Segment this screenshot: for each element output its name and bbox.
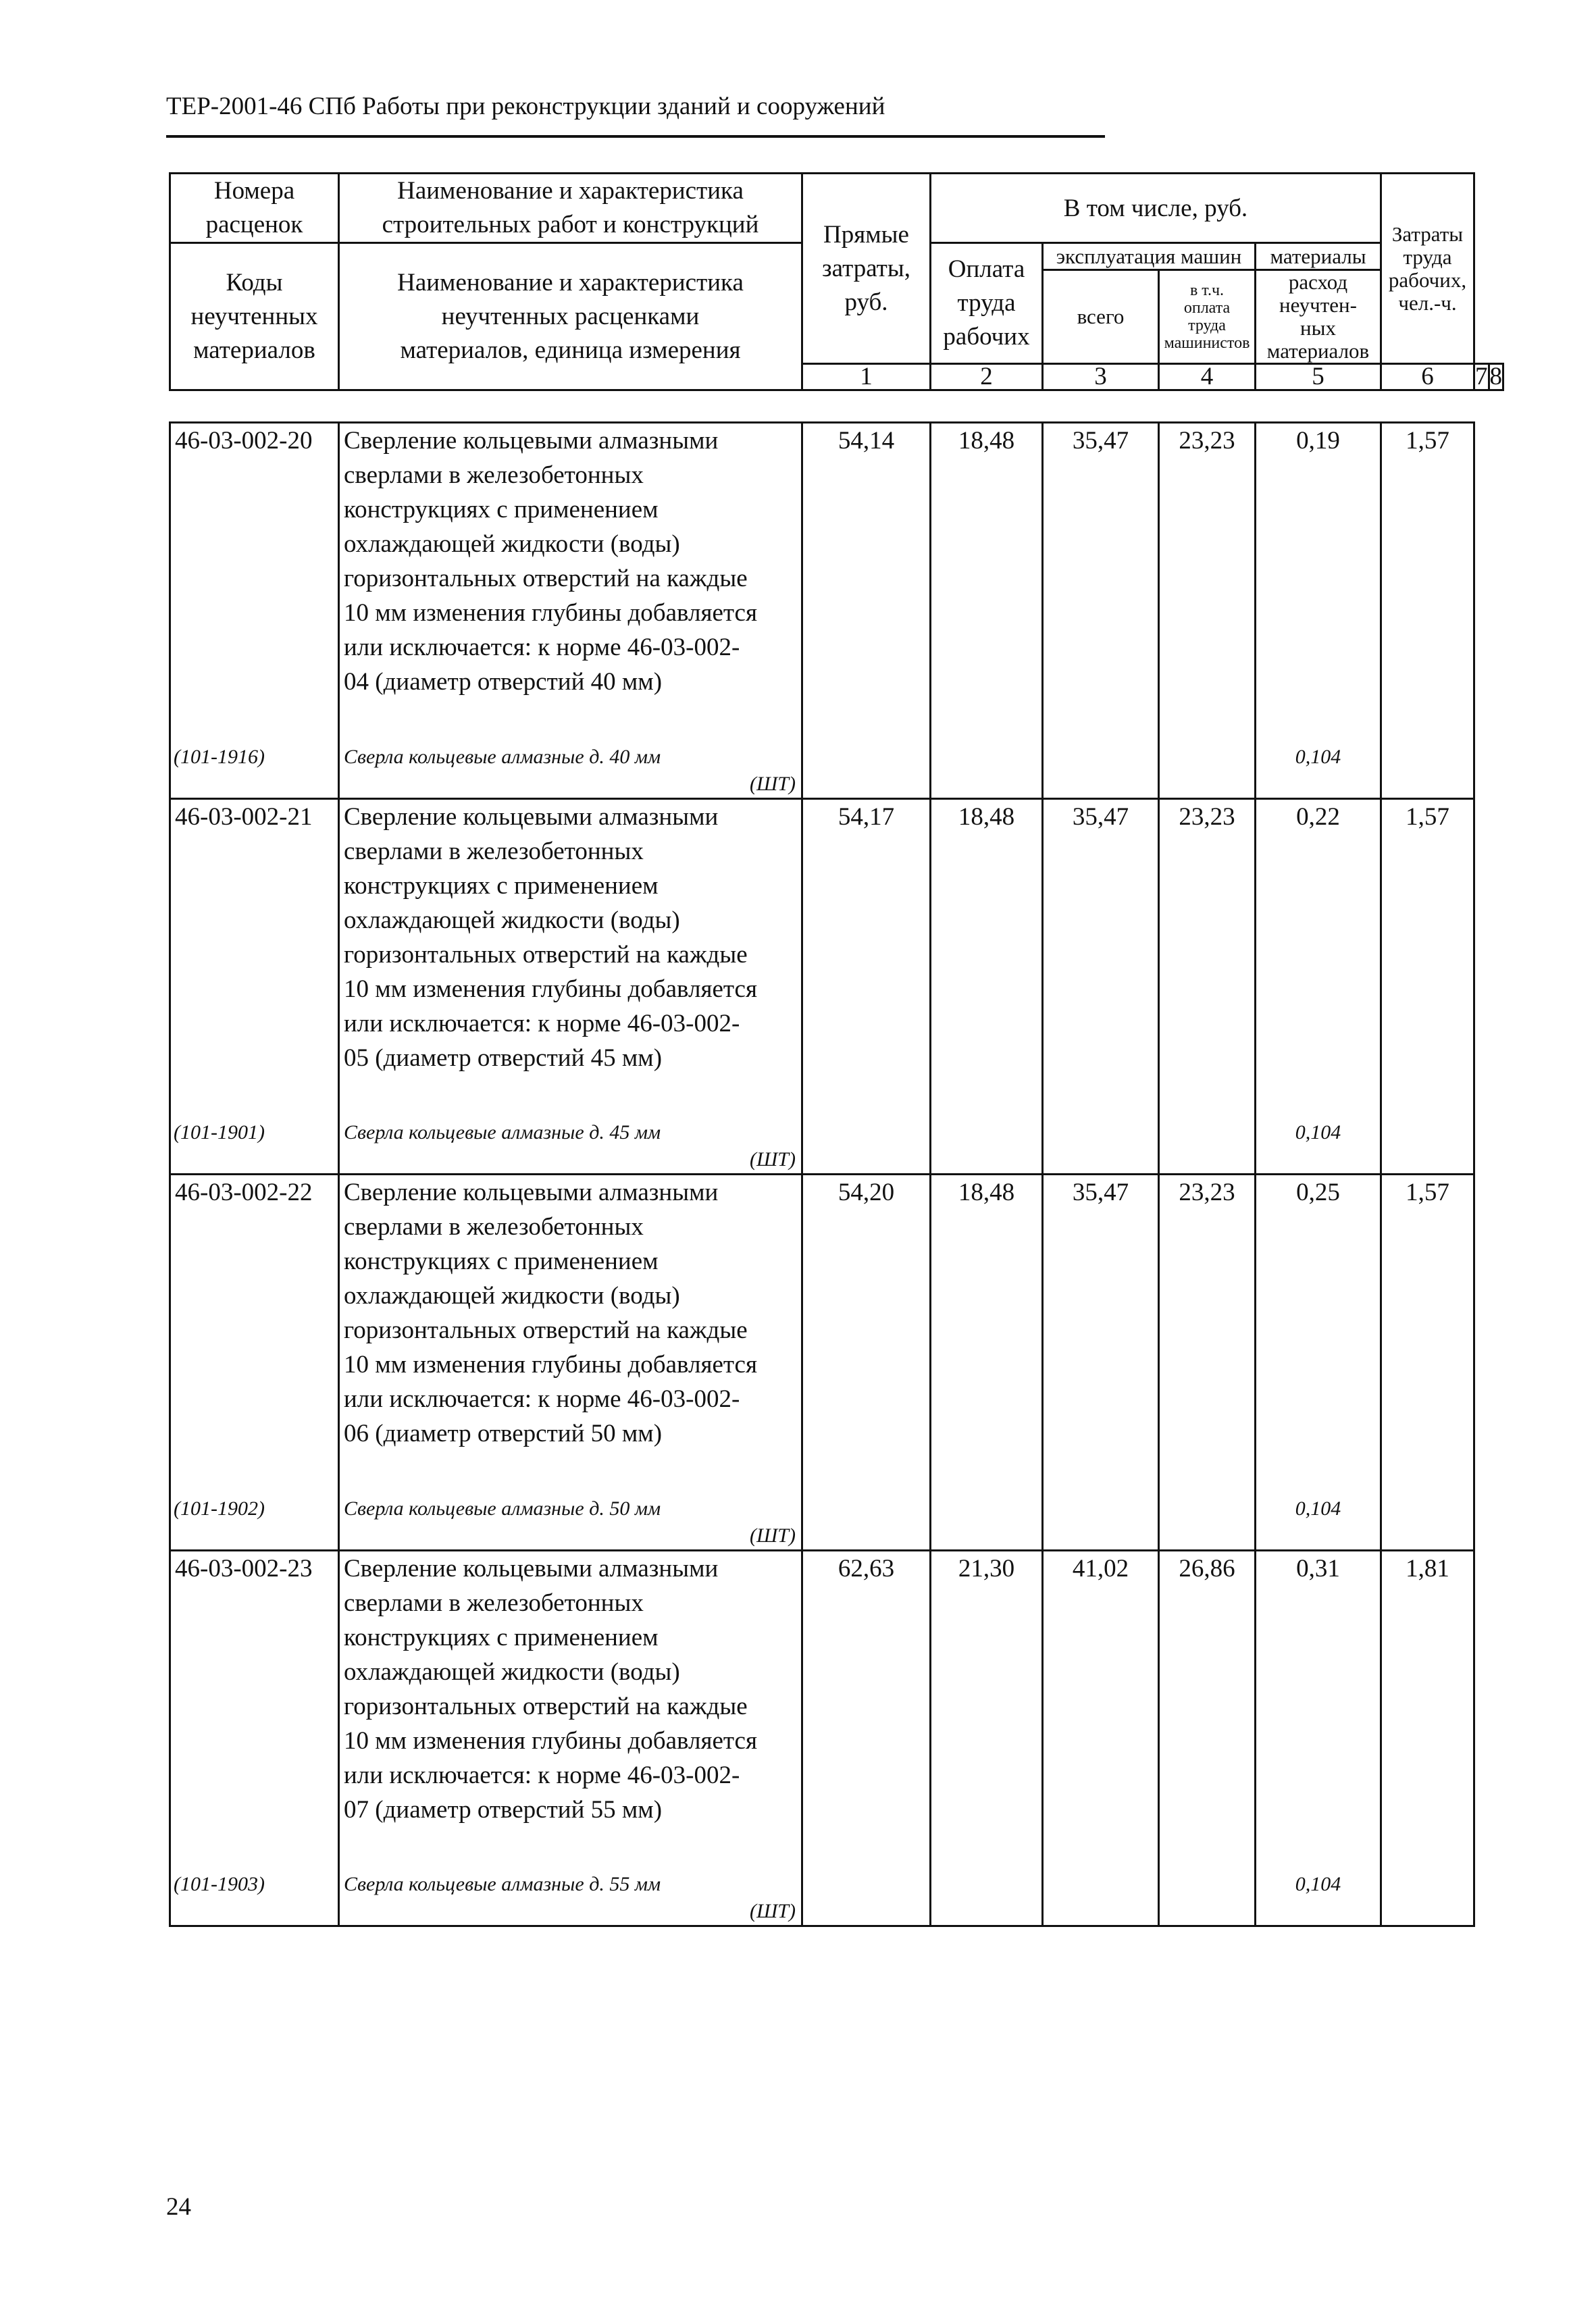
material-name: Сверла кольцевые алмазные д. 50 мм [344,1497,661,1520]
labor-hours-cell: 1,57 [1381,798,1474,1099]
header-materials-group: материалы [1256,243,1381,270]
empty-cell [1043,723,1159,799]
table-row [170,1550,1474,1851]
description-line: сверлами в железобетонных [344,1589,644,1617]
description-line: Сверление кольцевыми алмазными [344,1554,719,1583]
rate-description [339,1175,802,1475]
description-line: охлаждающей жидкости (воды) [344,530,680,558]
machinist-pay-cell: 23,23 [1159,1175,1256,1475]
labor-pay-cell: 18,48 [931,1175,1043,1475]
materials-cell: 0,31 [1256,1550,1381,1851]
empty-cell [931,1099,1043,1175]
description-line: сверлами в железобетонных [344,837,644,865]
material-code: (101-1916) [170,723,339,799]
description-line: горизонтальных отверстий на каждые [344,565,748,592]
materials-cell: 0,22 [1256,798,1381,1099]
material-cell [339,1851,802,1926]
materials-cell: 0,25 [1256,1175,1381,1475]
empty-cell [1159,1851,1256,1926]
material-name: Сверла кольцевые алмазные д. 55 мм [344,1873,661,1895]
header-machines-group: эксплуатация машин [1043,243,1256,270]
empty-cell [802,723,931,799]
material-code: (101-1902) [170,1475,339,1551]
material-name: Сверла кольцевые алмазные д. 45 мм [344,1121,661,1143]
description-line: 10 мм изменения глубины добавляется [344,1726,757,1755]
header-rate-numbers: Номера расценок [170,174,339,243]
empty-cell [931,723,1043,799]
material-row [170,723,1474,799]
description-line: Сверление кольцевыми алмазными [344,1179,719,1206]
material-unit: (ШТ) [750,772,796,795]
labor-pay-cell: 21,30 [931,1550,1043,1851]
labor-pay-cell: 18,48 [931,423,1043,723]
rate-description [339,423,802,723]
rate-code: 46-03-002-22 [170,1175,339,1475]
description-line: или исключается: к норме 46-03-002- [344,1385,740,1413]
empty-cell [1043,1851,1159,1926]
material-code: (101-1901) [170,1099,339,1175]
description-line: или исключается: к норме 46-03-002- [344,1761,740,1789]
description-line: конструкциях с применением [344,871,659,900]
material-consumption: 0,104 [1256,723,1381,799]
material-name: Сверла кольцевые алмазные д. 40 мм [344,745,661,768]
material-cell [339,723,802,799]
rate-code: 46-03-002-23 [170,1550,339,1851]
header-direct-costs: Прямые затраты, руб. [802,174,931,364]
machines-total-cell: 35,47 [1043,423,1159,723]
empty-cell [931,1475,1043,1551]
header-work-name: Наименование и характеристика строительных работ и конструкций [339,174,802,243]
rate-description [339,798,802,1099]
empty-cell [1381,1099,1474,1175]
labor-hours-cell: 1,57 [1381,1175,1474,1475]
header-rule [166,135,1105,138]
page-number: 24 [166,2193,191,2221]
material-cell [339,1099,802,1175]
description-line: или исключается: к норме 46-03-002- [344,1009,740,1037]
column-number: 2 [931,364,1043,390]
material-code: (101-1903) [170,1851,339,1926]
description-line: горизонтальных отверстий на каждые [344,940,748,969]
description-line: охлаждающей жидкости (воды) [344,906,680,934]
empty-cell [1159,1475,1256,1551]
description-line: охлаждающей жидкости (воды) [344,1282,680,1310]
empty-cell [802,1851,931,1926]
material-cell [339,1475,802,1551]
material-consumption: 0,104 [1256,1099,1381,1175]
table-row [170,1175,1474,1475]
material-unit: (ШТ) [750,1900,796,1922]
empty-cell [931,1851,1043,1926]
material-unit: (ШТ) [750,1524,796,1547]
machinist-pay-cell: 26,86 [1159,1550,1256,1851]
page-header: ТЕР-2001-46 СПб Работы при реконструкции зданий и сооружений [166,93,885,120]
labor-hours-cell: 1,57 [1381,423,1474,723]
description-line: Сверление кольцевыми алмазными [344,802,719,831]
header-material-name: Наименование и характеристика неучтенных расценками материалов, единица измерения [339,243,802,390]
machines-total-cell: 35,47 [1043,798,1159,1099]
material-row [170,1851,1474,1926]
description-line: конструкциях с применением [344,496,659,523]
description-line: сверлами в железобетонных [344,461,644,489]
description-line: конструкциях с применением [344,1623,659,1651]
direct-costs-cell: 62,63 [802,1550,931,1851]
machinist-pay-cell: 23,23 [1159,798,1256,1099]
description-line: сверлами в железобетонных [344,1213,644,1241]
header-material-consumption: расход неучтен- ных материалов [1256,270,1381,364]
labor-hours-cell: 1,81 [1381,1550,1474,1851]
description-line: 06 (диаметр отверстий 50 мм) [344,1420,663,1447]
column-number: 4 [1159,364,1256,390]
material-unit: (ШТ) [750,1148,796,1171]
description-line: 04 (диаметр отверстий 40 мм) [344,668,663,696]
material-row [170,1475,1474,1551]
column-number: 3 [1043,364,1159,390]
description-line: горизонтальных отверстий на каждые [344,1316,748,1344]
empty-cell [802,1099,931,1175]
column-number: 1 [802,364,931,390]
empty-cell [802,1475,931,1551]
materials-cell: 0,19 [1256,423,1381,723]
header-labor-hours: Затраты труда рабочих, чел.-ч. [1381,174,1474,364]
machines-total-cell: 41,02 [1043,1550,1159,1851]
column-number: 5 [1256,364,1381,390]
empty-cell [1159,1099,1256,1175]
table-header [169,172,1504,391]
description-line: или исключается: к норме 46-03-002- [344,634,740,661]
column-number: 6 [1381,364,1474,390]
header-material-codes: Коды неучтенных материалов [170,243,339,390]
column-number: 8 [1489,363,1502,390]
description-line: конструкциях с применением [344,1248,659,1275]
description-line: 07 (диаметр отверстий 55 мм) [344,1795,663,1824]
column-number: 7 [1475,363,1488,390]
table-row [170,798,1474,1099]
header-including-group: В том числе, руб. [931,174,1381,243]
material-row [170,1099,1474,1175]
header-machinist-pay: в т.ч. оплата труда машинистов [1159,270,1256,364]
rate-code: 46-03-002-20 [170,423,339,723]
empty-cell [1381,723,1474,799]
table-row [170,423,1474,723]
description-line: горизонтальных отверстий на каждые [344,1692,748,1720]
empty-cell [1381,1475,1474,1551]
material-consumption: 0,104 [1256,1475,1381,1551]
material-consumption: 0,104 [1256,1851,1381,1926]
header-machines-total: всего [1043,270,1159,364]
description-line: 10 мм изменения глубины добавляется [344,975,757,1003]
labor-pay-cell: 18,48 [931,798,1043,1099]
description-line: охлаждающей жидкости (воды) [344,1657,680,1686]
rate-description [339,1550,802,1851]
direct-costs-cell: 54,20 [802,1175,931,1475]
empty-cell [1381,1851,1474,1926]
rate-code: 46-03-002-21 [170,798,339,1099]
direct-costs-cell: 54,14 [802,423,931,723]
machines-total-cell: 35,47 [1043,1175,1159,1475]
empty-cell [1043,1475,1159,1551]
empty-cell [1159,723,1256,799]
description-line: 10 мм изменения глубины добавляется [344,1351,757,1379]
description-line: 10 мм изменения глубины добавляется [344,599,757,627]
rates-table [169,421,1475,1927]
machinist-pay-cell: 23,23 [1159,423,1256,723]
description-line: Сверление кольцевыми алмазными [344,427,719,455]
description-line: 05 (диаметр отверстий 45 мм) [344,1044,663,1072]
header-labor-pay: Оплата труда рабочих [931,243,1043,364]
direct-costs-cell: 54,17 [802,798,931,1099]
empty-cell [1043,1099,1159,1175]
